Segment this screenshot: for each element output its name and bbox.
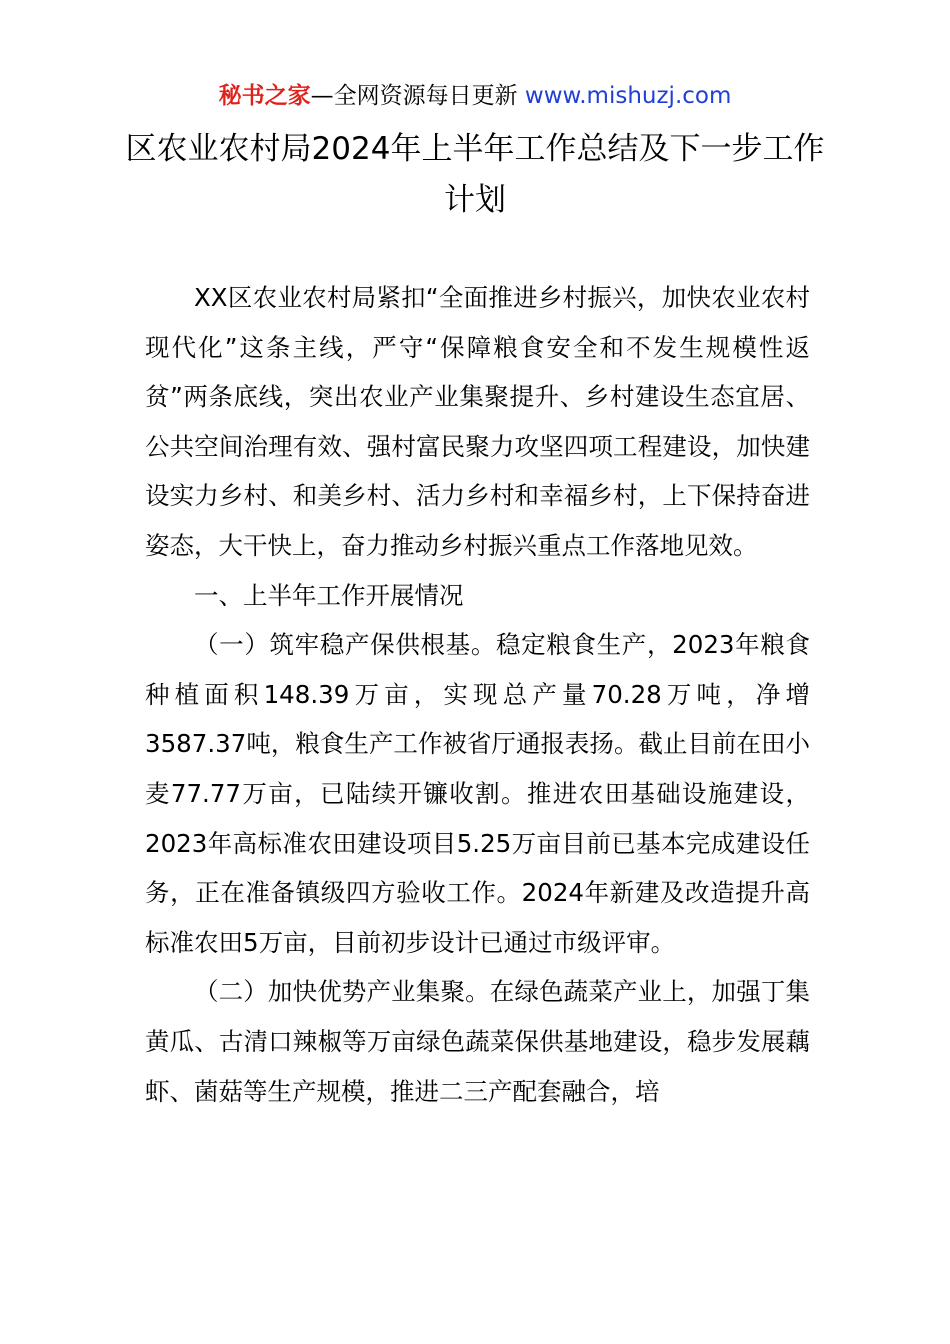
- subsection-paragraph-1: （一）筑牢稳产保供根基。稳定粮食生产，2023年粮食种植面积148.39万亩，实现总产量70.28万吨，净增3587.37吨，粮食生产工作被省厅通报表扬。截止目前在田小麦77.77万亩，已陆续开镰收割。推进农田基础设施建设，2023年高标准农田建设项目5.25万亩目前已基本完成建设任务，正在准备镇级四方验收工作。2024年新建及改造提升高标准农田5万亩，目前初步设计已通过市级评审。: [145, 630, 810, 957]
- section-heading-1: 一、上半年工作开展情况: [194, 580, 464, 610]
- document-body: [145, 273, 810, 1116]
- site-tagline: —全网资源每日更新: [310, 83, 518, 109]
- subsection-paragraph-2: （二）加快优势产业集聚。在绿色蔬菜产业上，加强丁集黄瓜、古清口辣椒等万亩绿色蔬菜保供基地建设，稳步发展藕虾、菌菇等生产规模，推进二三产配套融合，培: [145, 977, 810, 1106]
- site-url-link[interactable]: www.mishuzj.com: [524, 83, 732, 109]
- site-brand: 秘书之家: [218, 83, 311, 109]
- site-header: [0, 80, 950, 112]
- document-title: 区农业农村局2024年上半年工作总结及下一步工作计划: [125, 131, 825, 218]
- intro-paragraph: XX区农业农村局紧扣“全面推进乡村振兴，加快农业农村现代化”这条主线，严守“保障粮食安全和不发生规模性返贫”两条底线，突出农业产业集聚提升、乡村建设生态宜居、公共空间治理有效、强村富民聚力攻坚四项工程建设，加快建设实力乡村、和美乡村、活力乡村和幸福乡村，上下保持奋进姿态，大干快上，奋力推动乡村振兴重点工作落地见效。: [145, 283, 810, 560]
